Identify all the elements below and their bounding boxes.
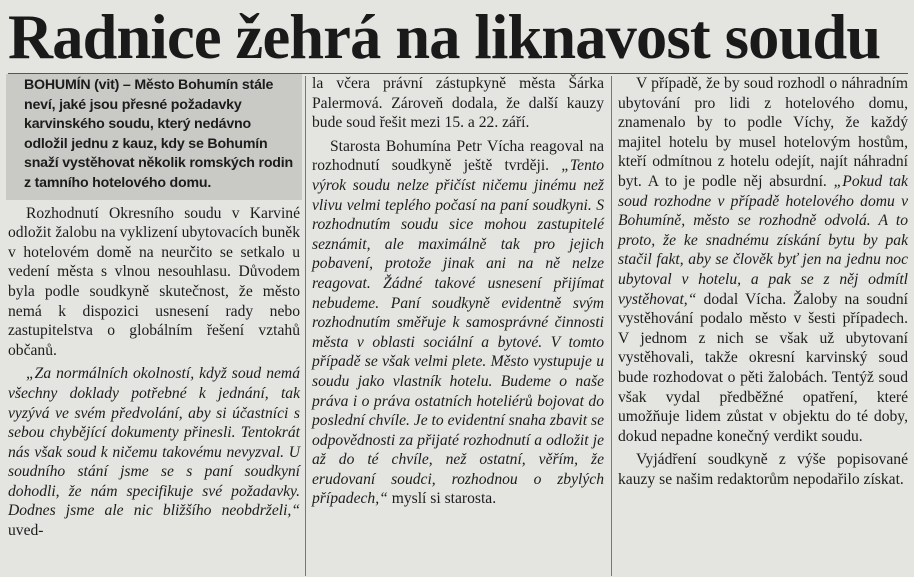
mayor-quote-2: „Pokud tak soud rozhodne v případě hotelového domu v Bohumíně, město se rozhodně odvolá. A to proto, že ke snadnému získání bytu by pak stačil fakt, aby se člověk byť jen na jednu noc ubytoval v hotelu, a pak se z něj odmítl vystěhovat,“ (618, 172, 908, 308)
article-lead-text: Město Bohumín stále neví, jaké jsou přesné požadavky karvinského soudu, který nedávno odložil jednu z kauz, kdy se Bohumín snaží vystěhovat několik romských rodin z tamního hotelového domu. (24, 77, 293, 191)
column-divider-1 (305, 76, 306, 576)
column-divider-2 (611, 76, 612, 576)
article-dateline: BOHUMÍN (vit) – (24, 77, 135, 93)
column-3-paragraph-1 (618, 74, 908, 446)
column-2-paragraph-1: la včera právní zástupkyně města Šárka Palermová. Zároveň dodala, že další kauzy bude soud řešit mezi 15. a 22. září. (312, 75, 604, 132)
column-3-paragraph-1-intro: V případě, že by soud rozhodl o náhradním ubytování pro lidi z hotelového domu, znamenalo by to podle Víchy, že každý majitel hotelu by musel hotelovým hostům, kteří odmítnou z hotelu odejít, najít náhradní byt. A to je podle něj absurdní. (618, 75, 908, 190)
mayor-quote: „Tento výrok soudu nelze přičíst ničemu jinému než vlivu velmi teplého počasí na paní soudkyni. S rozhodnutím soudu sice mohou zastupitelé seznámit, ale maximálně tak pro jejich pobavení, protože jinak ani na ně nelze reagovat. Žádné takové usnesení přijímat nebudeme. Paní soudkyně evidentně svým rozhodnutím směřuje k samosprávné činnosti města v oblasti sociální a bytové. V tomto případě se však velmi plete. Město vystupuje u soudu jako vlastník hotelu. Budeme o naše práva i o práva ostatních hoteliérů bojovat do poslední chvíle. Je to evidentní snaha zbavit se odpovědnosti za přijaté rozhodnutí a odložit je až do té chvíle, než ostatní, věřím, že erudovaní soudci, rozhodnou o zbylých případech,“ (312, 157, 604, 508)
article-column-3 (618, 74, 908, 489)
lawyer-quote: „Za normálních okolností, když soud nemá všechny doklady potřebné k jednání, tak vyzývá ve svém předvolání, aby si účastníci s sebou chybějící dokumenty přinesli. Tentokrát nás však soud k ničemu takovému nevyzval. U soudního stání jsme se s paní soudkyní dohodli, že nám specifikuje své požadavky. Dodnes jsme ale nic bližšího neobdrželi,“ (8, 365, 300, 520)
column-2-paragraph-2-tail: myslí si starosta. (387, 490, 497, 508)
column-3-paragraph-1-tail: dodal Vícha. Žaloby na soudní vystěhování podalo město v šesti případech. V jednom z nich se však už ubytovaní vystěhovali, takže okresní karvinský soud bude rozhodovat o pěti žalobách. Tentýž soud však vydal předběžné opatření, které umožňuje lidem zůstat v objektu do té doby, dokud nepadne konečný verdikt soudu. (618, 290, 908, 445)
column-1-paragraph-2 (8, 364, 300, 540)
column-1-paragraph-2-tail: uved- (8, 522, 44, 540)
article-column-2 (312, 74, 604, 509)
article-headline: Radnice žehrá na liknavost soudu (8, 2, 881, 72)
column-2-paragraph-2 (312, 137, 604, 509)
column-2-paragraph-2-intro: Starosta Bohumína Petr Vícha reagoval na rozhodnutí soudkyně ještě tvrději. (312, 137, 604, 175)
article-lead (6, 74, 302, 200)
column-3-paragraph-2: Vyjádření soudkyně z výše popisované kauzy se našim redaktorům nepodařilo získat. (618, 451, 908, 488)
column-1-paragraph-1: Rozhodnutí Okresního soudu v Karviné odložit žalobu na vyklizení ubytovacích buněk v hotelovém domě na neurčito se setkalo u vedení města s vlnou nesouhlasu. Důvodem byla podle soudkyně skutečnost, že město nemá k dispozici usnesení rady nebo zastupitelstva o globálním řešení vztahů občanů. (8, 204, 300, 359)
article-column-1 (8, 74, 300, 541)
